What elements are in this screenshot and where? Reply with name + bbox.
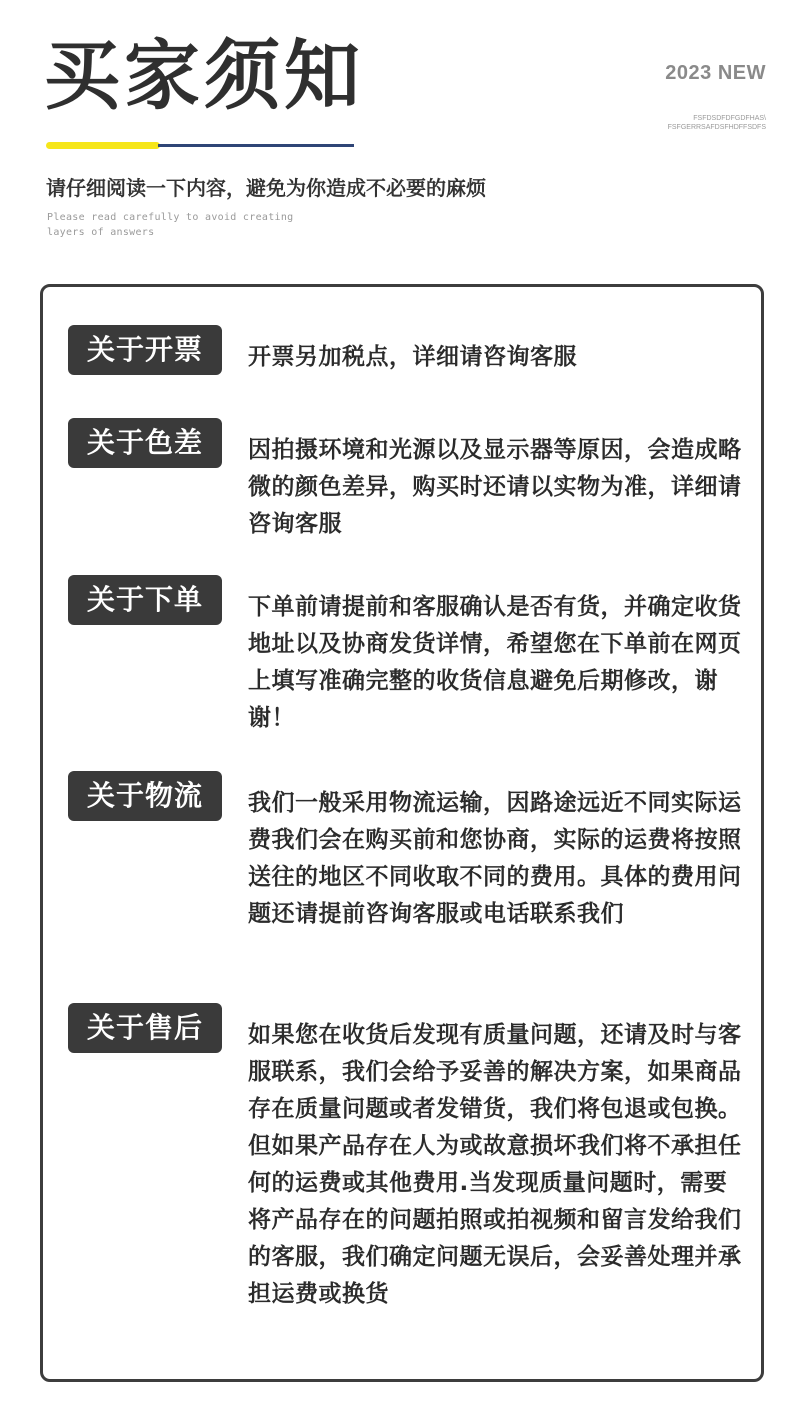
section-tag: 关于开票 — [68, 325, 222, 375]
subtitle-english: Please read carefully to avoid creating layers of answers — [47, 212, 294, 238]
code-line: FSFGERRSAFDSFHDFFSDFS — [667, 124, 766, 131]
code-line: FSFDSDFDFGDFHAS\ — [693, 115, 766, 122]
section-text: 如果您在收货后发现有质量问题，还请及时与客服联系，我们会给予妥善的解决方案，如果商品存在质量问题或者发错货，我们将包退或包换。但如果产品存在人为或故意损坏我们将不承担任何的运费或其他费用.当发现质量问题时，需要将产品存在的问题拍照或拍视频和留言发给我们的客服，我们确定问题无误后，会妥善处理并承担运费或换货 — [248, 1022, 742, 1307]
subtitle: 请仔细阅读一下内容，避免为你造成不必要的麻烦 — [46, 176, 486, 200]
year-badge: 2023 NEW — [665, 62, 766, 84]
navy-accent-line — [158, 144, 354, 147]
section-text: 我们一般采用物流运输，因路途远近不同实际运费我们会在购买前和您协商，实际的运费将按照送往的地区不同收取不同的费用。具体的费用问题还请提前咨询客服或电话联系我们 — [248, 790, 742, 927]
section-tag: 关于色差 — [68, 418, 222, 468]
section-tag: 关于物流 — [68, 771, 222, 821]
section-tag: 关于下单 — [68, 575, 222, 625]
notice-card — [40, 284, 764, 1382]
section-text: 下单前请提前和客服确认是否有货，并确定收货地址以及协商发货详情，希望您在下单前在网页上填写准确完整的收货信息避免后期修改，谢谢！ — [248, 594, 742, 731]
yellow-accent-bar — [46, 142, 160, 149]
page-title: 买家须知 — [44, 31, 364, 120]
section-text: 因拍摄环境和光源以及显示器等原因，会造成略微的颜色差异，购买时还请以实物为准，详细请咨询客服 — [248, 437, 742, 537]
section-tag: 关于售后 — [68, 1003, 222, 1053]
section-text: 开票另加税点，详细请咨询客服 — [248, 344, 577, 370]
decorative-code — [668, 114, 766, 132]
